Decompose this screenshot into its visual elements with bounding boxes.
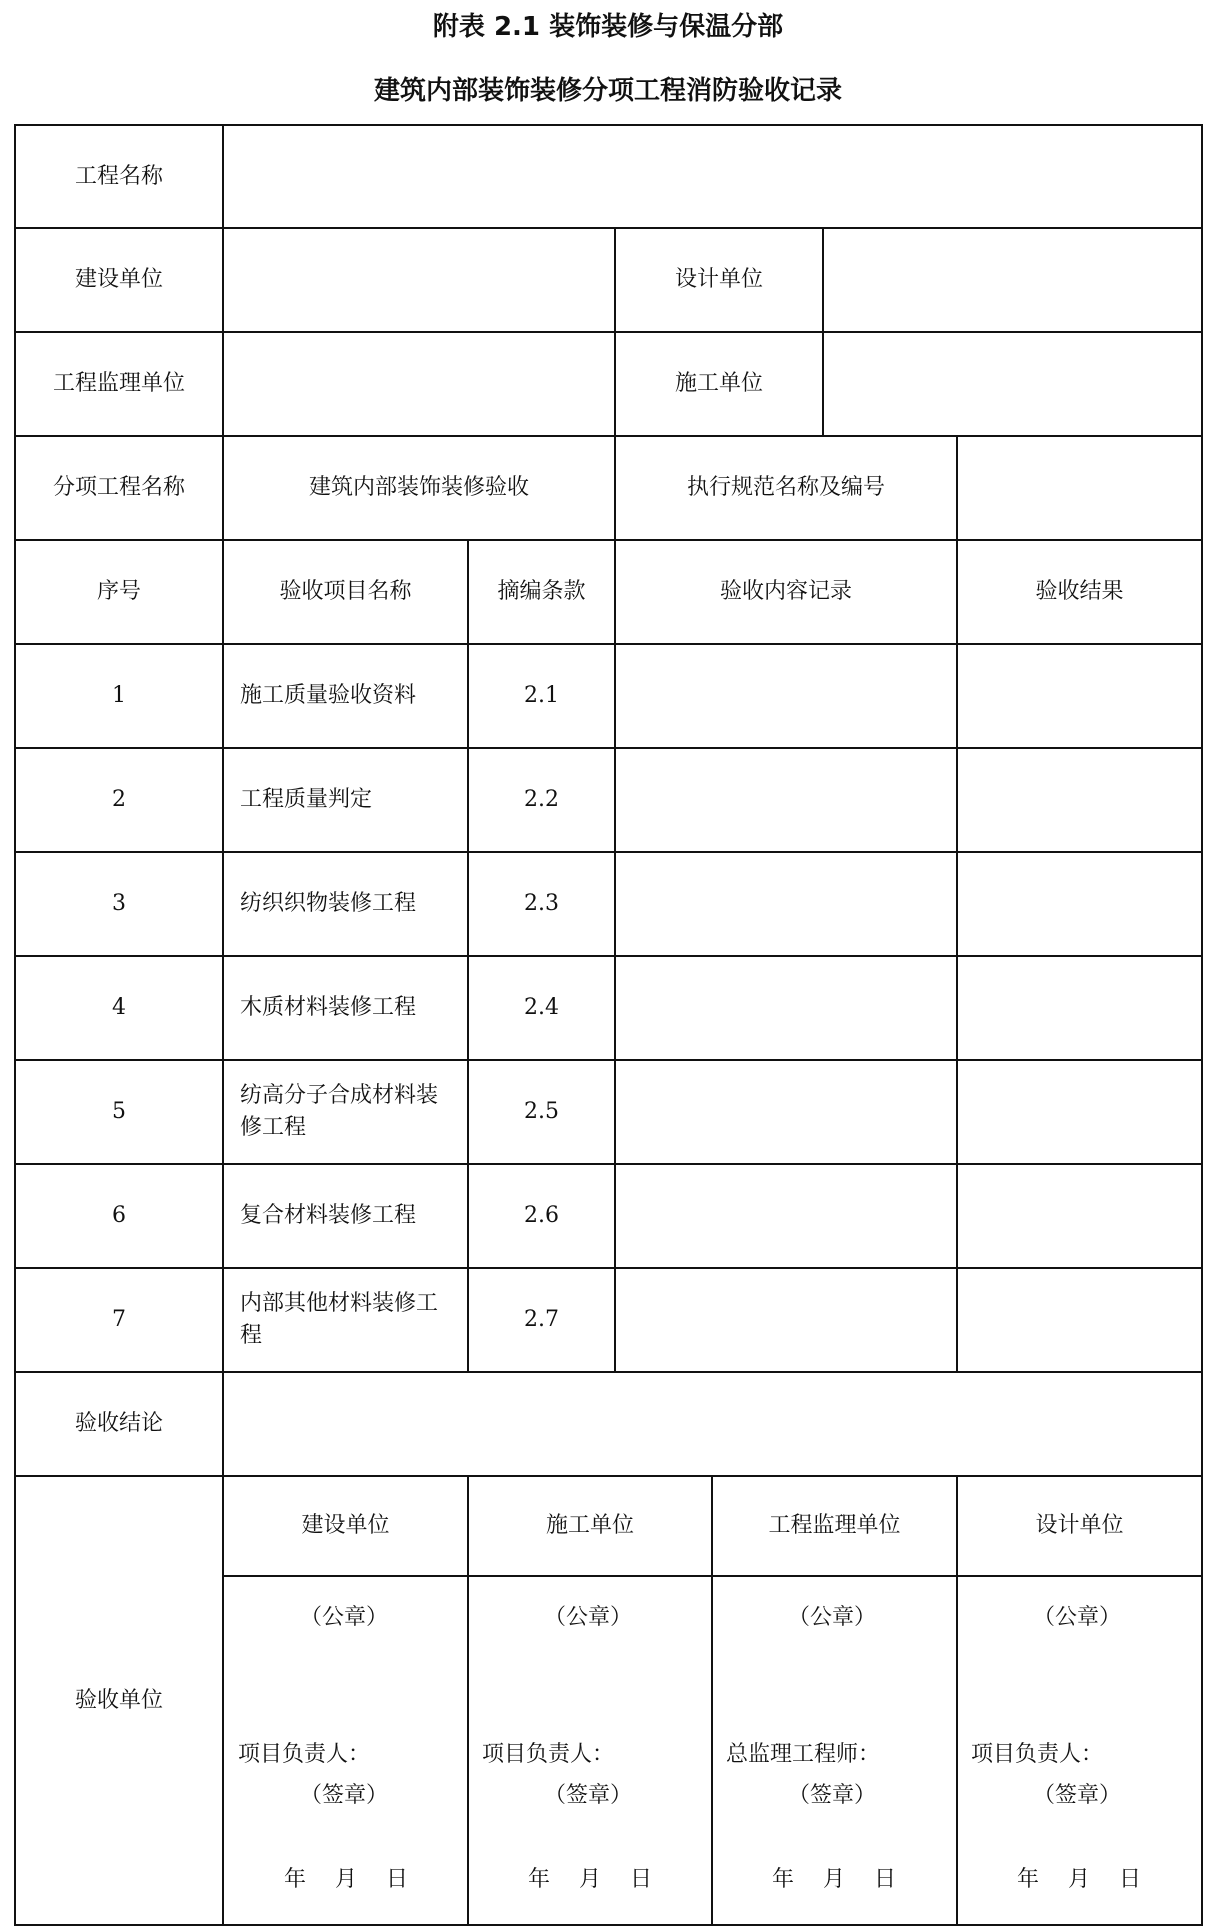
subitem-value: 建筑内部装饰装修验收 [308, 475, 529, 501]
row-record-field[interactable] [616, 1269, 956, 1371]
row-record-field[interactable] [616, 957, 956, 1059]
row-record-field[interactable] [616, 749, 956, 851]
supervisor-label: 工程监理单位 [52, 371, 185, 397]
row-item: 木质材料装修工程 [240, 995, 417, 1021]
form-subtitle: 建筑内部装饰装修分项工程消防验收记录 [373, 76, 842, 106]
row-result-field[interactable] [958, 1269, 1201, 1371]
date-field[interactable]: 年 月 日 [1017, 1867, 1141, 1892]
row-no: 7 [112, 1307, 126, 1333]
spec-field[interactable] [958, 437, 1201, 539]
row-clause: 2.6 [524, 1203, 559, 1229]
owner-field[interactable] [224, 229, 614, 331]
row-clause: 2.4 [524, 995, 559, 1021]
col-result-header: 验收结果 [1035, 579, 1124, 605]
row-item: 施工质量验收资料 [240, 683, 417, 709]
signer-label: 项目负责人： [971, 1742, 1104, 1767]
official-seal-placeholder: （公章） [544, 1605, 633, 1630]
row-item: 复合材料装修工程 [240, 1203, 417, 1229]
contractor-field[interactable] [824, 333, 1201, 435]
signature-placeholder[interactable]: （签章） [300, 1783, 389, 1808]
row-result-field[interactable] [958, 957, 1201, 1059]
signature-placeholder[interactable]: （签章） [788, 1783, 877, 1808]
row-item: 工程质量判定 [240, 787, 373, 813]
row-clause: 2.2 [524, 787, 559, 813]
row-item: 纺高分子合成材料装修工程 [240, 1083, 439, 1140]
row-no: 3 [112, 891, 126, 917]
spec-label: 执行规范名称及编号 [686, 475, 885, 501]
row-result-field[interactable] [958, 853, 1201, 955]
row-record-field[interactable] [616, 853, 956, 955]
designer-label: 设计单位 [674, 267, 763, 293]
conclusion-field[interactable] [224, 1373, 1201, 1475]
signer-label: 项目负责人： [482, 1742, 615, 1767]
row-clause: 2.3 [524, 891, 559, 917]
signer-label: 项目负责人： [238, 1742, 371, 1767]
owner-label: 建设单位 [74, 267, 163, 293]
subitem-label: 分项工程名称 [52, 475, 185, 501]
contractor-label: 施工单位 [674, 371, 763, 397]
signature-placeholder[interactable]: （签章） [544, 1783, 633, 1808]
row-record-field[interactable] [616, 645, 956, 747]
row-record-field[interactable] [616, 1165, 956, 1267]
date-field[interactable]: 年 月 日 [528, 1867, 652, 1892]
row-no: 1 [112, 683, 126, 709]
row-result-field[interactable] [958, 1061, 1201, 1163]
official-seal-placeholder: （公章） [1033, 1605, 1122, 1630]
row-clause: 2.1 [524, 683, 559, 709]
conclusion-label: 验收结论 [74, 1411, 163, 1437]
signer-label: 总监理工程师： [726, 1742, 881, 1767]
form-title: 附表 2.1 装饰装修与保温分部 [432, 12, 784, 42]
row-no: 6 [112, 1203, 126, 1229]
col-item-header: 验收项目名称 [279, 579, 412, 605]
col-no-header: 序号 [96, 579, 141, 605]
signature-placeholder[interactable]: （签章） [1033, 1783, 1122, 1808]
col-clause-header: 摘编条款 [497, 579, 586, 605]
unit-name-designer: 设计单位 [1035, 1513, 1124, 1539]
date-field[interactable]: 年 月 日 [284, 1867, 408, 1892]
row-no: 4 [112, 995, 126, 1021]
unit-name-contractor: 施工单位 [545, 1513, 634, 1539]
project-name-label: 工程名称 [74, 163, 163, 189]
col-record-header: 验收内容记录 [719, 579, 852, 605]
row-clause: 2.7 [524, 1307, 559, 1333]
acceptance-label: 验收单位 [74, 1687, 163, 1713]
row-result-field[interactable] [958, 645, 1201, 747]
official-seal-placeholder: （公章） [300, 1605, 389, 1630]
row-no: 2 [112, 787, 126, 813]
row-item: 纺织织物装修工程 [240, 891, 417, 917]
row-item: 内部其他材料装修工程 [240, 1291, 439, 1348]
row-result-field[interactable] [958, 1165, 1201, 1267]
row-result-field[interactable] [958, 749, 1201, 851]
date-field[interactable]: 年 月 日 [772, 1867, 896, 1892]
official-seal-placeholder: （公章） [788, 1605, 877, 1630]
project-name-field[interactable] [224, 126, 1201, 227]
supervisor-field[interactable] [224, 333, 614, 435]
row-record-field[interactable] [616, 1061, 956, 1163]
row-no: 5 [112, 1099, 126, 1125]
unit-name-owner: 建设单位 [301, 1513, 390, 1539]
row-clause: 2.5 [524, 1099, 559, 1125]
unit-name-supervisor: 工程监理单位 [768, 1513, 901, 1539]
designer-field[interactable] [824, 229, 1201, 331]
